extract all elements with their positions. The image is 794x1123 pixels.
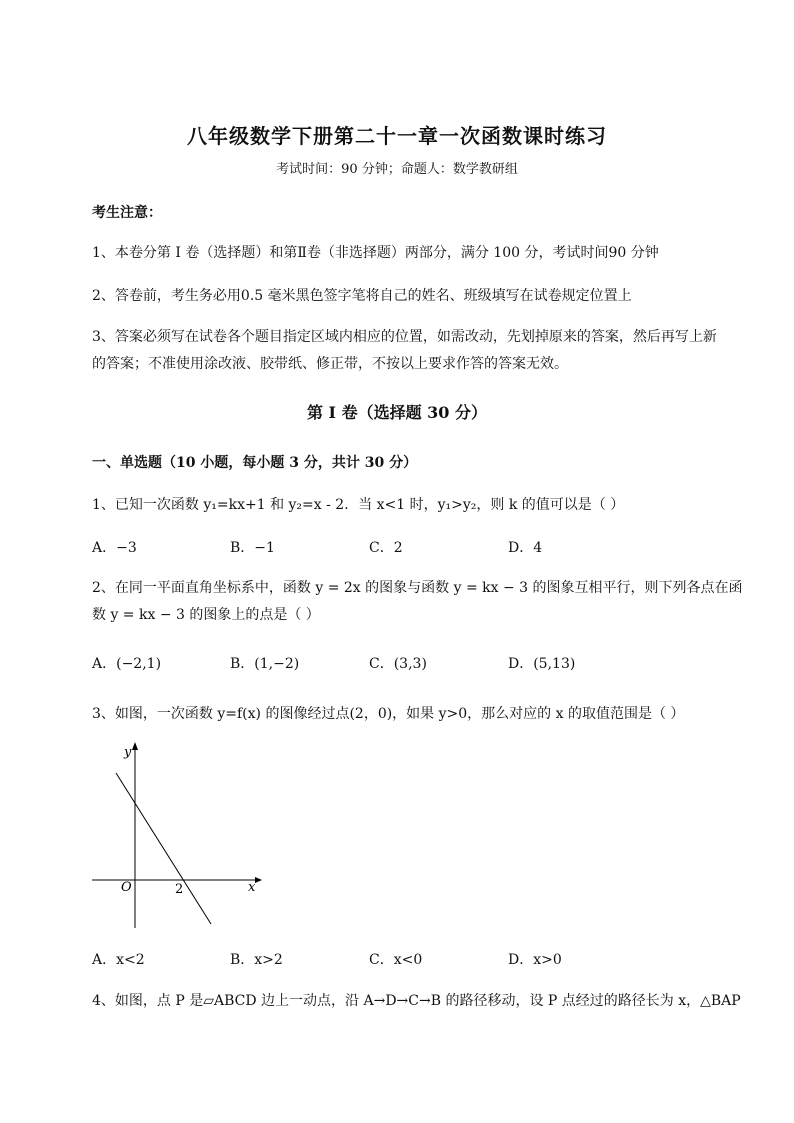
x-axis-label: x xyxy=(248,880,256,895)
question-1-option-a: A．−3 xyxy=(92,540,137,556)
question-1-option-c: C．2 xyxy=(369,540,403,556)
x-axis-arrow xyxy=(255,877,262,883)
page-subtitle: 考试时间：90 分钟；命题人：数学教研组 xyxy=(276,162,518,177)
question-3-stem: 3、如图，一次函数 y=f(x) 的图像经过点(2，0)，如果 y>0，那么对应的 x 的取值范围是（ ） xyxy=(92,706,685,722)
question-1-option-d: D．4 xyxy=(508,540,543,556)
page-title: 八年级数学下册第二十一章一次函数课时练习 xyxy=(187,124,607,148)
question-2-option-d: D．(5,13) xyxy=(508,656,576,672)
section-title: 第 I 卷（选择题 30 分） xyxy=(306,403,488,422)
question-3-option-c: C．x<0 xyxy=(369,952,423,968)
question-1-stem: 1、已知一次函数 y₁=kx+1 和 y₂=x - 2．当 x<1 时，y₁>y₂，则 k 的值可以是（ ） xyxy=(92,497,625,513)
tick-label-2: 2 xyxy=(175,882,184,897)
y-axis-arrow xyxy=(132,742,138,750)
y-axis-label: y xyxy=(124,745,132,760)
question-3-option-d: D．x>0 xyxy=(508,952,562,968)
question-1-option-b: B．−1 xyxy=(230,540,275,556)
part-heading: 一、单选题（10 小题，每小题 3 分，共计 30 分） xyxy=(92,455,418,471)
function-line xyxy=(116,773,211,924)
origin-label: O xyxy=(121,880,132,895)
question-2-option-a: A．(−2,1) xyxy=(92,656,162,672)
notice-heading: 考生注意： xyxy=(92,205,162,221)
notice-item-1: 1、本卷分第 I 卷（选择题）和第Ⅱ卷（非选择题）两部分，满分 100 分，考试时间90 分钟 xyxy=(92,245,659,261)
notice-item-3: 3、答案必须写在试卷各个题目指定区域内相应的位置，如需改动，先划掉原来的答案，然后再写上新 xyxy=(92,329,717,345)
question-2-stem-line-2: 数 y = kx − 3 的图象上的点是（ ） xyxy=(92,607,320,623)
question-2-stem-line-1: 2、在同一平面直角坐标系中，函数 y = 2x 的图象与函数 y = kx − 3 的图象互相平行，则下列各点在函 xyxy=(92,580,743,596)
notice-item-3-continued: 的答案；不准使用涂改液、胶带纸、修正带，不按以上要求作答的答案无效。 xyxy=(92,356,568,372)
question-3-option-b: B．x>2 xyxy=(230,952,283,968)
question-2-option-b: B．(1,−2) xyxy=(230,656,300,672)
question-3-option-a: A．x<2 xyxy=(92,952,145,968)
question-3-graph xyxy=(90,738,270,928)
question-4-stem: 4、如图，点 P 是▱ABCD 边上一动点，沿 A→D→C→B 的路径移动，设 P 点经过的路径长为 x，△BAP xyxy=(92,993,741,1009)
question-2-option-c: C．(3,3) xyxy=(369,656,427,672)
notice-item-2: 2、答卷前，考生务必用0.5 毫米黑色签字笔将自己的姓名、班级填写在试卷规定位置上 xyxy=(92,288,632,304)
